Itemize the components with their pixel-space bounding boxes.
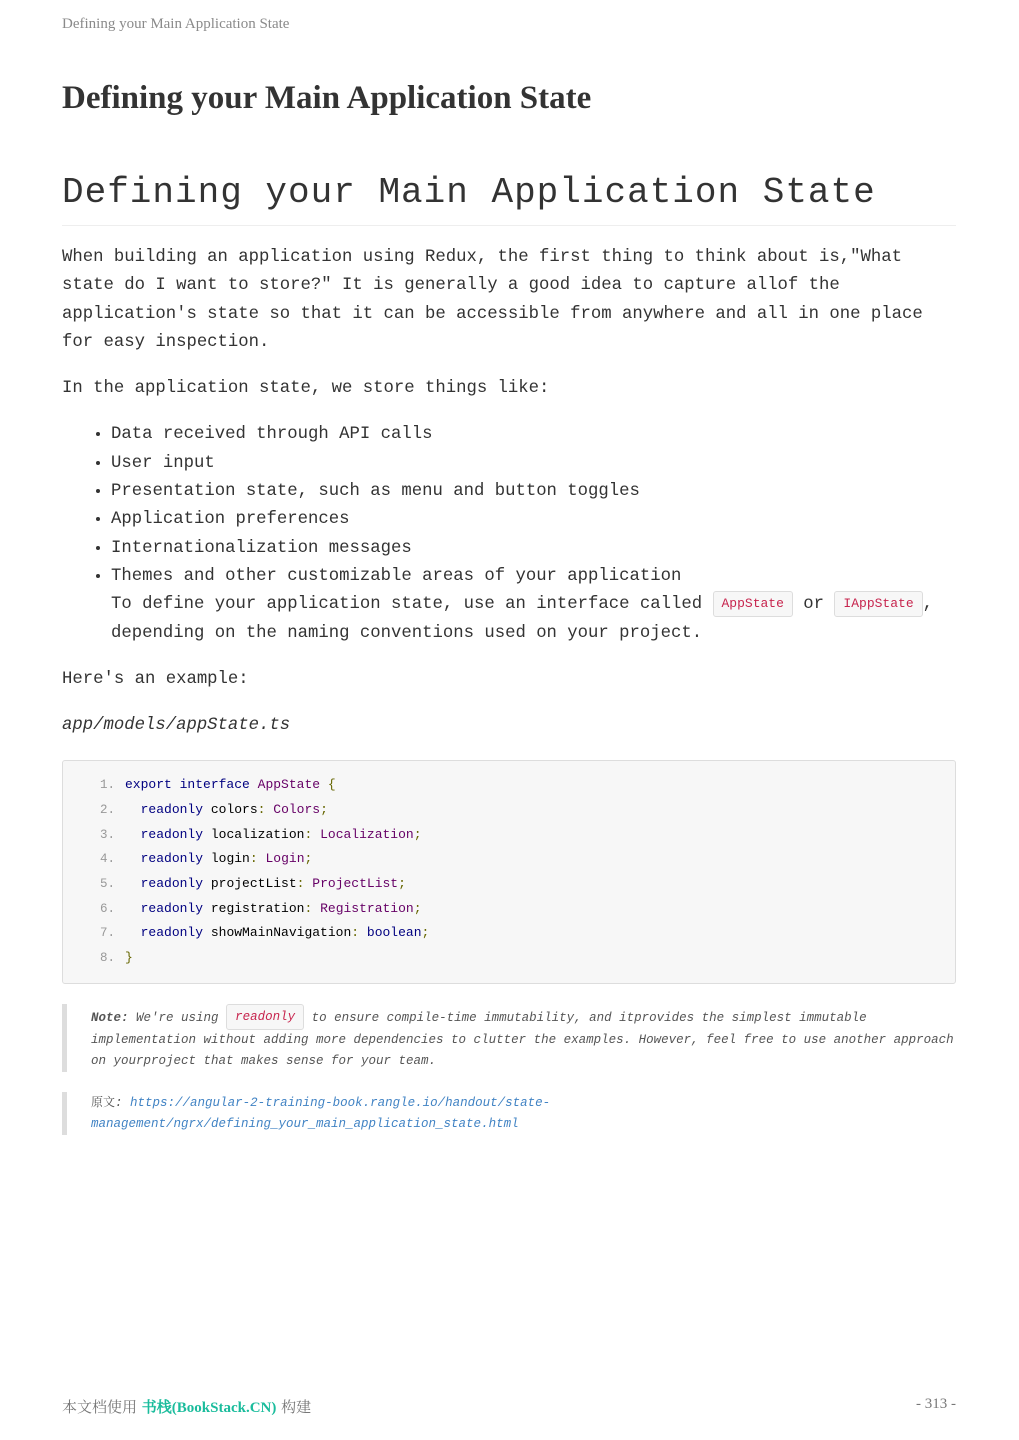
footer-suffix: 构建 xyxy=(281,1398,312,1416)
code-field: projectList xyxy=(210,875,297,891)
code-punct: : xyxy=(351,925,360,941)
code-line xyxy=(63,773,955,798)
line-number: 7. xyxy=(99,926,115,941)
code-keyword: readonly xyxy=(140,925,204,941)
code-keyword: readonly xyxy=(140,851,204,867)
code-punct: ; xyxy=(421,925,430,941)
code-line xyxy=(63,946,955,971)
code-line xyxy=(63,897,955,922)
page-number: - 313 - xyxy=(916,1396,956,1412)
code-punct: { xyxy=(327,777,336,793)
source-link[interactable]: https://angular-2-training-book.rangle.io/handout/state-management/ngrx/defining_your_main_application_state.html xyxy=(91,1095,551,1131)
code-type: Registration xyxy=(320,900,414,916)
code-line xyxy=(63,823,955,848)
code-punct: : xyxy=(304,900,313,916)
code-punct: : xyxy=(304,826,313,842)
code-type: Localization xyxy=(320,826,414,842)
code-keyword: export interface xyxy=(125,777,250,793)
note-label: Note: xyxy=(91,1010,129,1025)
code-keyword: readonly xyxy=(140,826,204,842)
list-item: • Internationalization messages xyxy=(111,535,956,563)
document-title: Defining your Main Application State xyxy=(62,80,592,116)
code-line xyxy=(63,847,955,872)
list-item: • Application preferences xyxy=(111,506,956,534)
line-number: 5. xyxy=(99,876,115,891)
define-sentence xyxy=(111,591,956,648)
code-field: registration xyxy=(210,900,305,916)
code-type: boolean xyxy=(366,925,422,941)
code-punct: ; xyxy=(304,851,313,867)
list-item-text: Themes and other customizable areas of your application xyxy=(111,566,682,586)
code-type: Login xyxy=(265,851,305,867)
line-number: 1. xyxy=(99,778,115,793)
code-keyword: readonly xyxy=(140,875,204,891)
source-blockquote xyxy=(62,1092,956,1135)
section-heading: Defining your Main Application State xyxy=(62,172,956,226)
list-intro: In the application state, we store things like: xyxy=(62,379,550,399)
list-item: • User input xyxy=(111,450,956,478)
code-punct: ; xyxy=(413,900,422,916)
code-field: login xyxy=(210,851,250,867)
footer-brand-link[interactable]: 书栈(BookStack.CN) xyxy=(141,1400,277,1416)
code-line xyxy=(63,798,955,823)
iappstate-code: IAppState xyxy=(834,591,922,617)
code-punct: : xyxy=(257,801,266,817)
list-item: • Data received through API calls xyxy=(111,421,956,449)
source-label: 原文 xyxy=(91,1094,116,1109)
running-header: Defining your Main Application State xyxy=(62,16,290,32)
readonly-code: readonly xyxy=(226,1004,304,1030)
line-number: 2. xyxy=(99,802,115,817)
line-number: 8. xyxy=(99,950,115,965)
line-number: 6. xyxy=(99,901,115,916)
code-keyword: readonly xyxy=(140,801,204,817)
code-type: Colors xyxy=(273,801,321,817)
article-content xyxy=(62,172,956,1135)
code-keyword: readonly xyxy=(140,900,204,916)
note-blockquote xyxy=(62,1004,956,1072)
define-suffix: , depending on the naming conventions used on your project. xyxy=(111,595,934,643)
code-field: localization xyxy=(210,826,305,842)
source-sep: : xyxy=(115,1095,123,1110)
note-text-before: We're using xyxy=(136,1010,219,1025)
code-punct: } xyxy=(125,949,133,965)
or-word: or xyxy=(803,595,825,615)
example-label: Here's an example: xyxy=(62,669,249,689)
code-line xyxy=(63,872,955,897)
code-punct: ; xyxy=(398,875,406,891)
footer-prefix: 本文档使用 xyxy=(62,1398,138,1416)
code-punct: ; xyxy=(413,826,422,842)
appstate-code: AppState xyxy=(713,591,793,617)
state-items-list xyxy=(62,421,956,647)
line-number: 3. xyxy=(99,827,115,842)
intro-paragraph: When building an application using Redux, the first thing to think about is,"What state do I want to store?" It is generally a good idea to capture allof the application's state so that it can be accessible from anywhere and all in one place for easy inspection. xyxy=(62,248,923,352)
code-type: ProjectList xyxy=(312,875,399,891)
code-field: colors xyxy=(210,801,258,817)
code-block xyxy=(62,760,956,984)
file-path: app/models/appState.ts xyxy=(62,716,291,736)
code-punct: : xyxy=(249,851,258,867)
code-line xyxy=(63,921,955,946)
note-text-after: to ensure compile-time immutability, and itprovides the simplest immutable implementation without adding more dependencies to clutter the examples. However, feel free to use another approach on yourproject that makes sense for your team. xyxy=(91,1010,954,1068)
code-punct: ; xyxy=(320,801,328,817)
line-number: 4. xyxy=(99,852,115,867)
code-type: AppState xyxy=(257,777,321,793)
list-item: • Presentation state, such as menu and button toggles xyxy=(111,478,956,506)
code-punct: : xyxy=(296,875,305,891)
code-field: showMainNavigation xyxy=(210,925,352,941)
footer-credit xyxy=(62,1396,311,1417)
define-prefix: To define your application state, use an interface called xyxy=(111,595,703,615)
list-item-last xyxy=(111,563,956,648)
